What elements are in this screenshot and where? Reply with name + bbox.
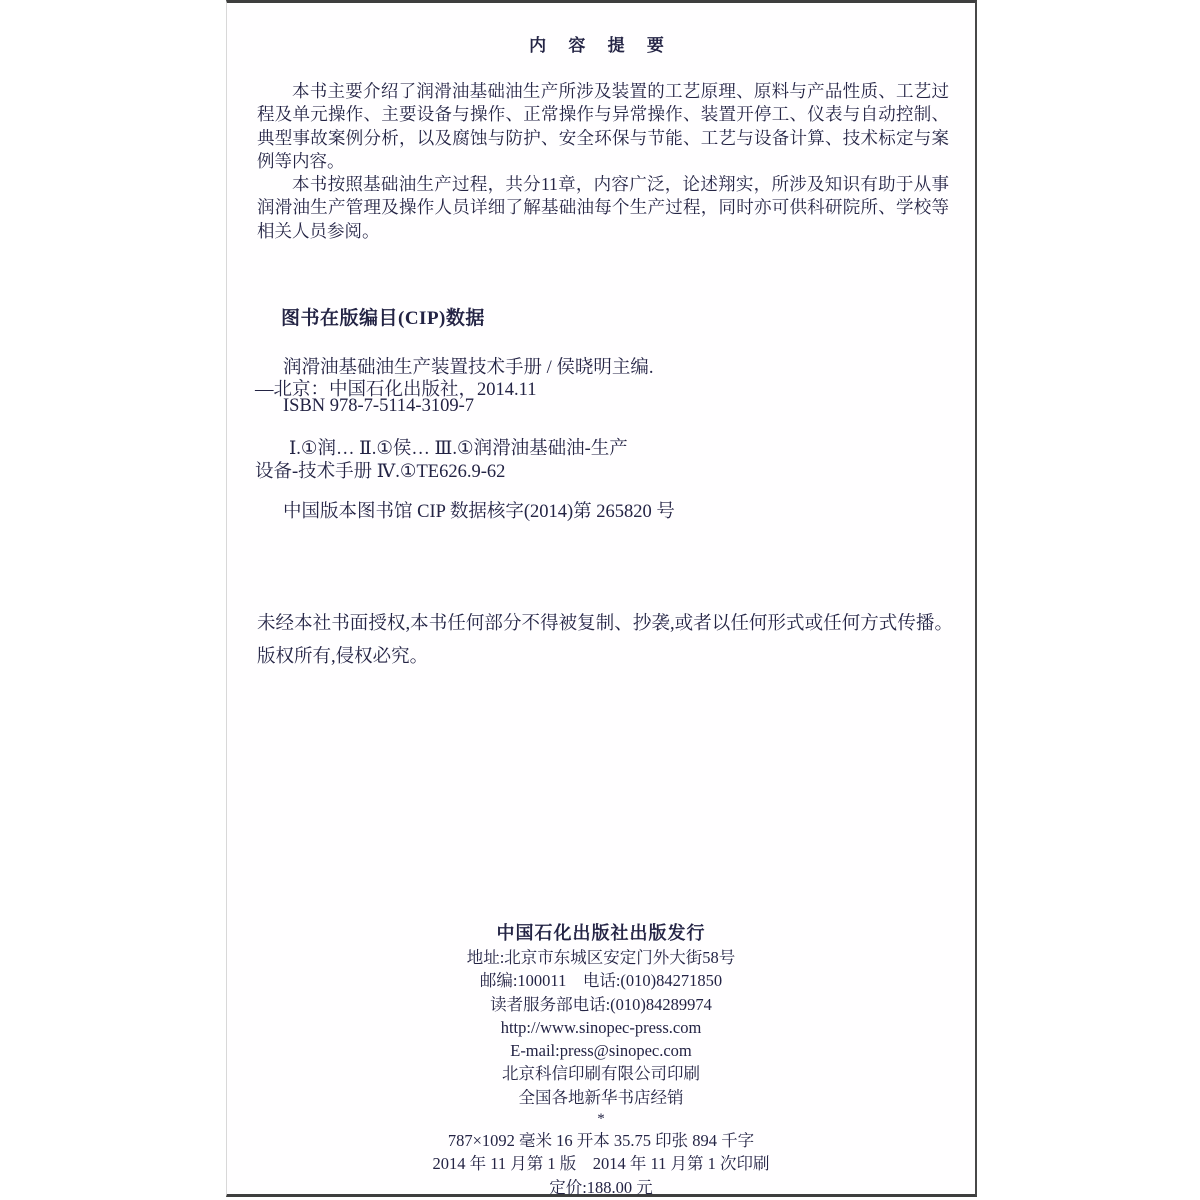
colophon-block <box>227 920 975 1199</box>
cip-classification-line-2: 设备-技术手册 Ⅳ.①TE626.9-62 <box>255 462 506 482</box>
cip-classification-line-1: Ⅰ.①润… Ⅱ.①侯… Ⅲ.①润滑油基础油-生产 <box>289 439 628 459</box>
colophon-edition-line: 2014 年 11 月第 1 版 2014 年 11 月第 1 次印刷 <box>432 1154 770 1174</box>
cip-title-author-line: 润滑油基础油生产装置技术手册 / 侯晓明主编. <box>283 358 654 378</box>
summary-paragraph-2: 本书按照基础油生产过程，共分11章，内容广泛，论述翔实，所涉及知识有助于从事润滑油生产管理及操作人员详细了解基础油每个生产过程，同时亦可供科研院所、学校等相关人员参阅。 <box>257 174 949 241</box>
colophon-divider-star: * <box>597 1111 605 1128</box>
colophon-format-line: 787×1092 毫米 16 开本 35.75 印张 894 千字 <box>447 1131 755 1151</box>
colophon-website: http://www.sinopec-press.com <box>500 1017 702 1037</box>
book-copyright-page <box>226 0 977 1197</box>
summary-paragraph-1: 本书主要介绍了润滑油基础油生产所涉及装置的工艺原理、原料与产品性质、工艺过程及单元操作、主要设备与操作、正常操作与异常操作、装置开停工、仪表与自动控制、典型事故案例分析，以及腐蚀与防护、安全环保与节能、工艺与设备计算、技术标定与案例等内容。 <box>257 81 949 171</box>
content-summary-block <box>257 80 949 243</box>
colophon-publisher: 中国石化出版社出版发行 <box>496 923 706 943</box>
copyright-notice: 未经本社书面授权,本书任何部分不得被复制、抄袭,或者以任何形式或任何方式传播。版权所有,侵权必究。 <box>257 614 953 667</box>
cip-isbn-line: ISBN 978-7-5114-3109-7 <box>283 396 474 416</box>
cip-imprint-line: —北京：中国石化出版社，2014.11 <box>255 380 537 400</box>
cip-record-number-line: 中国版本图书馆 CIP 数据核字(2014)第 265820 号 <box>283 502 675 522</box>
content-summary-heading: 内 容 提 要 <box>529 36 673 55</box>
colophon-postcode-phone: 邮编:100011 电话:(010)84271850 <box>479 971 723 991</box>
colophon-reader-service-phone: 读者服务部电话:(010)84289974 <box>490 994 712 1014</box>
colophon-address: 地址:北京市东城区安定门外大街58号 <box>466 948 736 967</box>
colophon-printer: 北京科信印刷有限公司印刷 <box>502 1064 700 1084</box>
cip-data-heading: 图书在版编目(CIP)数据 <box>281 308 485 329</box>
colophon-distribution: 全国各地新华书店经销 <box>518 1087 684 1107</box>
colophon-price-line: 定价:188.00 元 <box>549 1177 653 1197</box>
colophon-email: E-mail:press@sinopec.com <box>510 1041 692 1061</box>
